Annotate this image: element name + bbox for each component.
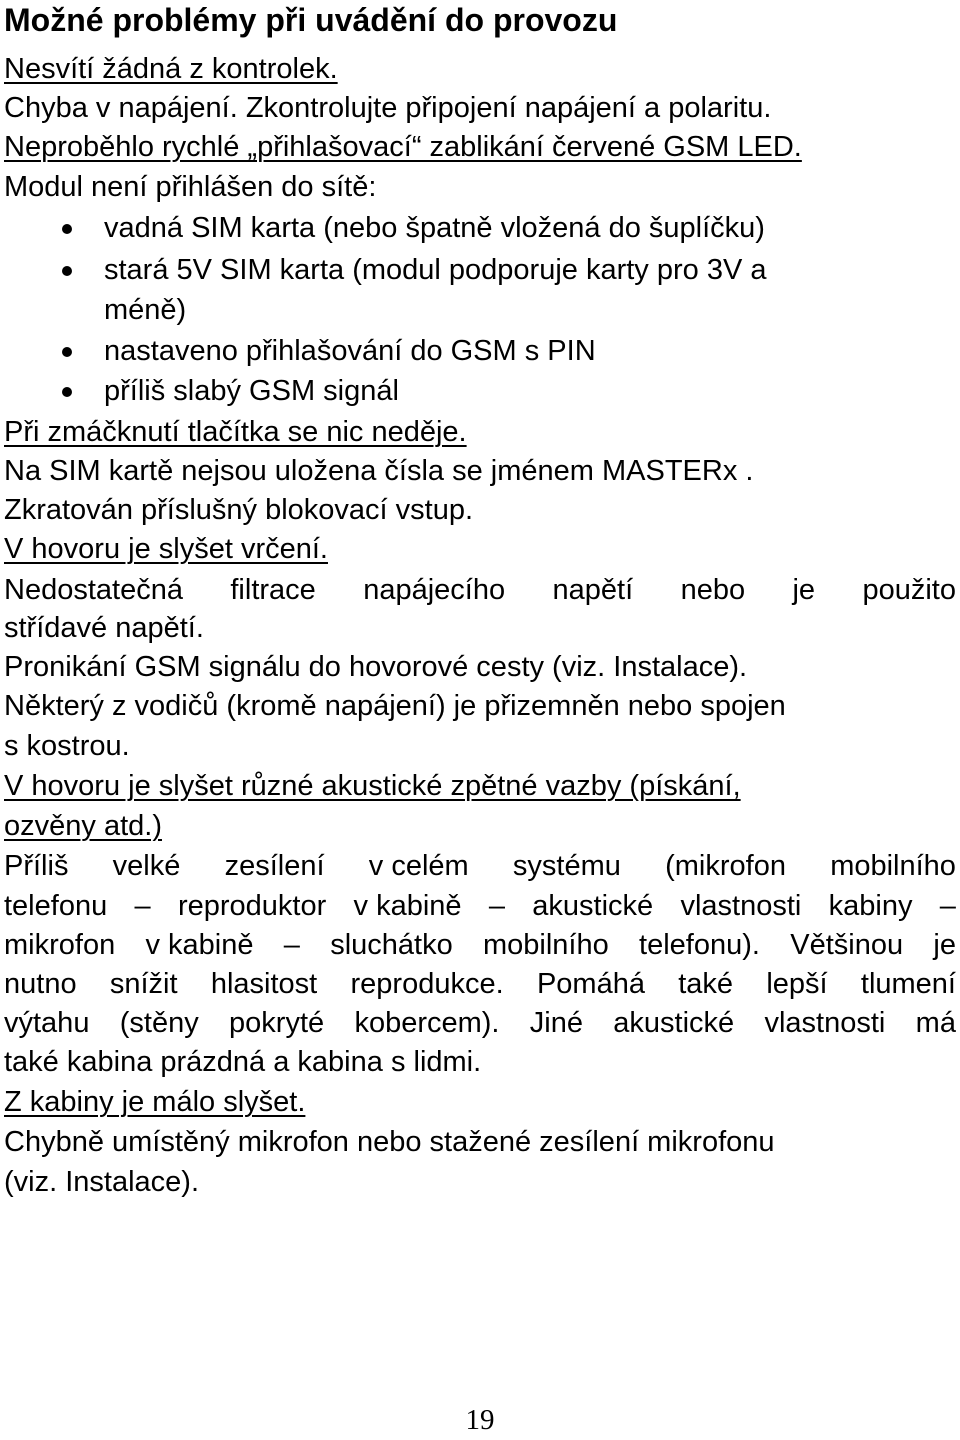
cause-microphone-cont: (viz. Instalace). <box>4 1166 199 1198</box>
word: nebo <box>680 574 746 606</box>
word: reprodukce. <box>350 968 504 1000</box>
word: nutno <box>4 968 77 1000</box>
word: napětí <box>552 574 634 606</box>
word: akustické <box>532 890 654 922</box>
bullet-text: vadná SIM karta (nebo špatně vložená do šuplíčku) <box>104 212 765 244</box>
justified-line-p5 <box>4 1003 956 1043</box>
problem-heading-gsm-led: Neproběhlo rychlé „přihlašovací“ zablikání červené GSM LED. <box>4 131 802 163</box>
word: je <box>933 929 956 961</box>
bullet-icon <box>62 387 72 397</box>
word: mobilního <box>483 929 609 961</box>
word: Pomáhá <box>536 968 645 1000</box>
word: – <box>134 890 151 922</box>
word: v kabině <box>353 890 462 922</box>
word: snížit <box>109 968 178 1000</box>
word: systému <box>512 850 621 882</box>
bullet-text: stará 5V SIM karta (modul podporuje karty pro 3V a <box>104 254 767 286</box>
bullet-icon <box>62 347 72 357</box>
word: – <box>939 890 956 922</box>
word: Jiné <box>529 1007 583 1039</box>
word: také <box>678 968 734 1000</box>
page-number: 19 <box>465 1404 495 1436</box>
word: tlumení <box>860 968 956 1000</box>
word: – <box>488 890 505 922</box>
page-title: Možné problémy při uvádění do provozu <box>4 2 618 38</box>
cause-gsm-leak: Pronikání GSM signálu do hovorové cesty (viz. Instalace). <box>4 651 748 683</box>
word: Většinou <box>790 929 904 961</box>
word: Nedostatečná <box>4 574 183 606</box>
word: má <box>915 1007 956 1039</box>
word: (mikrofon <box>665 850 786 882</box>
justified-line-p1 <box>4 846 956 886</box>
word: výtahu <box>4 1007 90 1039</box>
cause-blocking-input: Zkratován příslušný blokovací vstup. <box>4 494 474 526</box>
word: hlasitost <box>210 968 318 1000</box>
justified-line-filtration <box>4 570 956 610</box>
cause-grounded-wire-cont: s kostrou. <box>4 730 130 762</box>
problem-heading-feedback: V hovoru je slyšet různé akustické zpětné vazby (pískání, <box>4 770 741 802</box>
solution-power: Chyba v napájení. Zkontrolujte připojení napájení a polaritu. <box>4 92 772 124</box>
bullet-text: příliš slabý GSM signál <box>104 375 399 407</box>
document-page <box>4 0 956 1437</box>
word: akustické <box>613 1007 735 1039</box>
problem-heading-quiet: Z kabiny je málo slyšet. <box>4 1086 306 1118</box>
word: pokryté <box>229 1007 325 1039</box>
bullet-text: méně) <box>104 294 187 326</box>
word: velké <box>112 850 181 882</box>
word: mobilního <box>830 850 956 882</box>
problem-heading-button: Při zmáčknutí tlačítka se nic neděje. <box>4 416 467 448</box>
cause-not-registered: Modul není přihlášen do sítě: <box>4 171 377 203</box>
justified-line-p4 <box>4 964 956 1004</box>
word: v kabině <box>145 929 254 961</box>
word: – <box>283 929 300 961</box>
word: zesílení <box>224 850 325 882</box>
word: sluchátko <box>330 929 453 961</box>
word: Příliš <box>4 850 69 882</box>
cause-no-master: Na SIM kartě nejsou uložena čísla se jménem MASTERx . <box>4 455 754 487</box>
problem-heading-hum: V hovoru je slyšet vrčení. <box>4 533 328 565</box>
cause-microphone: Chybně umístěný mikrofon nebo stažené zesílení mikrofonu <box>4 1126 775 1158</box>
word: je <box>792 574 816 606</box>
word: v celém <box>368 850 469 882</box>
word: vlastnosti <box>680 890 802 922</box>
word: lepší <box>766 968 828 1000</box>
problem-heading-no-leds: Nesvítí žádná z kontrolek. <box>4 53 338 85</box>
word: kobercem). <box>354 1007 500 1039</box>
paragraph-last-line: také kabina prázdná a kabina s lidmi. <box>4 1046 482 1078</box>
bullet-icon <box>62 224 72 234</box>
cause-grounded-wire: Některý z vodičů (kromě napájení) je přizemněn nebo spojen <box>4 690 786 722</box>
bullet-text: nastaveno přihlašování do GSM s PIN <box>104 335 596 367</box>
word: vlastnosti <box>764 1007 886 1039</box>
word: reproduktor <box>177 890 327 922</box>
word: použito <box>862 574 956 606</box>
problem-heading-feedback-cont: ozvěny atd.) <box>4 810 162 842</box>
word: kabiny <box>828 890 913 922</box>
word: mikrofon <box>4 929 116 961</box>
word: napájecího <box>363 574 506 606</box>
word: (stěny <box>119 1007 199 1039</box>
word: telefonu). <box>639 929 760 961</box>
word: filtrace <box>230 574 316 606</box>
word: telefonu <box>4 890 108 922</box>
justified-line-p3 <box>4 925 956 965</box>
justified-line-p2 <box>4 886 956 926</box>
cause-ac-voltage: střídavé napětí. <box>4 612 204 644</box>
bullet-icon <box>62 266 72 276</box>
